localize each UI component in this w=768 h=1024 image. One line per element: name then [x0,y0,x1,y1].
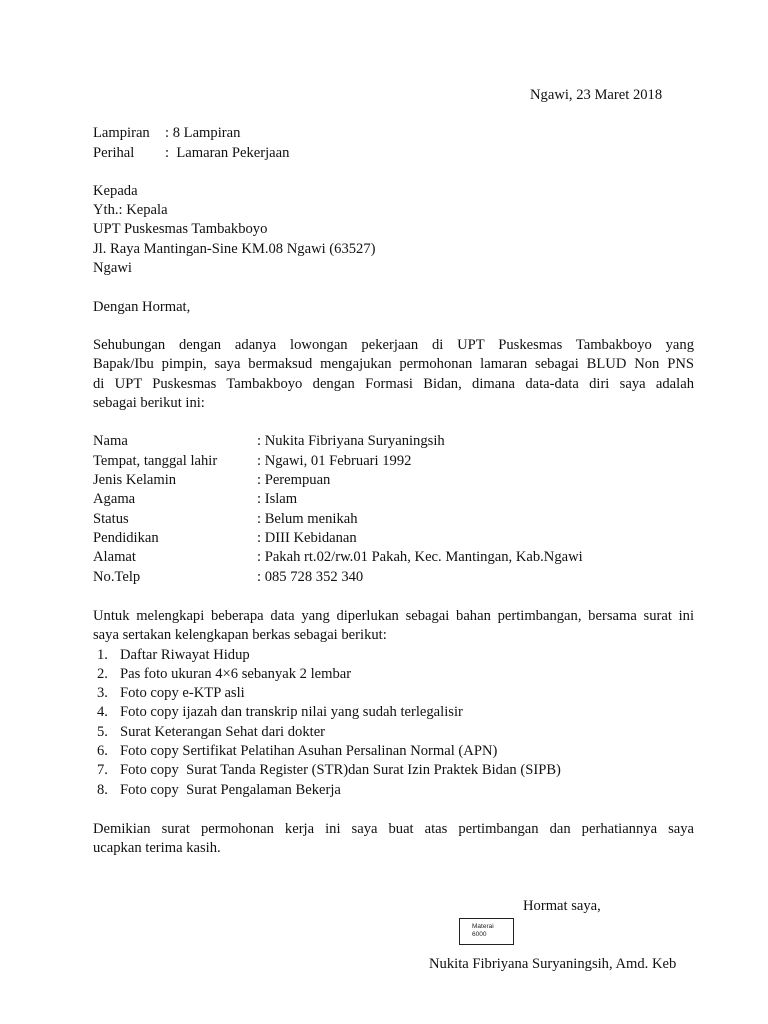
list-item-number: 4. [97,704,108,720]
recipient-line-4: Jl. Raya Mantingan-Sine KM.08 Ngawi (63527) [93,241,376,257]
jenis-kelamin-label: Jenis Kelamin [93,472,177,488]
alamat-label: Alamat [93,549,136,565]
closing-line-2: ucapkan terima kasih. [93,840,221,857]
jenis-kelamin-value: : Perempuan [257,472,331,488]
perihal-value: : Lamaran Pekerjaan [165,145,290,161]
agama-label: Agama [93,491,136,507]
list-item-number: 7. [97,762,108,778]
list-item-text: Foto copy Sertifikat Pelatihan Asuhan Persalinan Normal (APN) [120,743,498,759]
attachments-intro-line-2: saya sertakan kelengkapan berkas sebagai berikut: [93,627,387,644]
list-item-text: Surat Keterangan Sehat dari dokter [120,724,326,740]
lampiran-value: : 8 Lampiran [165,125,241,141]
list-item-text: Daftar Riwayat Hidup [120,647,250,663]
closing-paragraph [93,820,694,859]
intro-paragraph [93,336,694,414]
signer-name: Nukita Fibriyana Suryaningsih, Amd. Keb [429,956,677,972]
list-item-number: 8. [97,782,108,798]
list-item-number: 3. [97,685,108,701]
list-item-number: 5. [97,724,108,740]
status-value: : Belum menikah [257,511,358,527]
nama-label: Nama [93,433,128,449]
recipient-line-1: Kepada [93,183,138,199]
recipient-line-5: Ngawi [93,260,132,276]
perihal-label: Perihal [93,145,135,161]
list-item-text: Foto copy e-KTP asli [120,685,245,701]
closing-line-1: Demikian surat permohonan kerja ini saya buat atas pertimbangan dan perhatiannya saya [93,821,694,837]
attachments-intro-paragraph [93,607,694,646]
intro-line-4: sebagai berikut ini: [93,395,205,412]
attachments-intro-line-1: Untuk melengkapi beberapa data yang diperlukan sebagai bahan pertimbangan, bersama surat ini [93,608,694,624]
intro-line-3: di UPT Puskesmas Tambakboyo dengan Formasi Bidan, dimana data-data diri saya adalah [93,375,694,392]
list-item-text: Foto copy Surat Tanda Register (STR)dan Surat Izin Praktek Bidan (SIPB) [120,762,561,778]
intro-line-2: Bapak/Ibu pimpin, saya bermaksud mengajukan permohonan lamaran sebagai BLUD Non PNS [93,356,694,373]
telp-value: : 085 728 352 340 [257,569,364,585]
intro-line-1: Sehubungan dengan adanya lowongan pekerjaan di UPT Puskesmas Tambakboyo yang [93,337,694,353]
telp-label: No.Telp [93,569,141,585]
alamat-value: : Pakah rt.02/rw.01 Pakah, Kec. Mantingan, Kab.Ngawi [257,549,583,565]
ttl-label: Tempat, tanggal lahir [93,453,218,469]
list-item-text: Foto copy ijazah dan transkrip nilai yang sudah terlegalisir [120,704,463,720]
stamp-box [459,918,514,945]
place-date: Ngawi, 23 Maret 2018 [530,87,663,103]
list-item-number: 1. [97,647,108,663]
nama-value: : Nukita Fibriyana Suryaningsih [257,433,445,449]
pendidikan-label: Pendidikan [93,530,159,546]
stamp-line-1: Materai [472,923,494,930]
ttl-value: : Ngawi, 01 Februari 1992 [257,453,412,469]
list-item-text: Foto copy Surat Pengalaman Bekerja [120,782,341,798]
greeting: Dengan Hormat, [93,299,191,315]
agama-value: : Islam [257,491,298,507]
list-item-text: Pas foto ukuran 4×6 sebanyak 2 lembar [120,666,352,682]
recipient-line-3: UPT Puskesmas Tambakboyo [93,221,268,237]
lampiran-label: Lampiran [93,125,150,141]
pendidikan-value: : DIII Kebidanan [257,530,357,546]
sign-off: Hormat saya, [523,898,601,914]
status-label: Status [93,511,129,527]
list-item-number: 2. [97,666,108,682]
recipient-line-2: Yth.: Kepala [93,202,168,218]
list-item-number: 6. [97,743,108,759]
stamp-line-2: 6000 [472,931,487,938]
